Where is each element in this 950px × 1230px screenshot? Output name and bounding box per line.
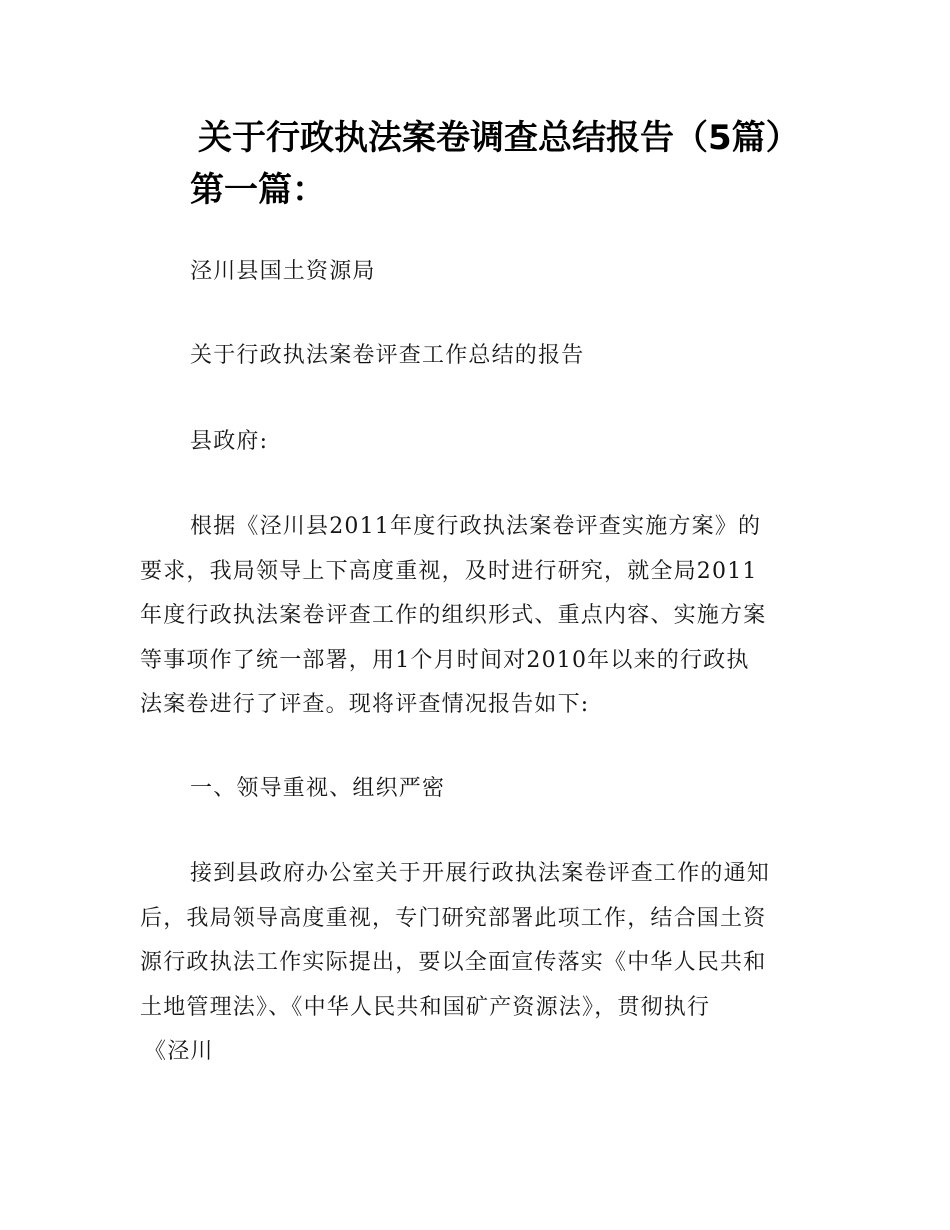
- paragraph-line: 等事项作了统一部署，用1个月时间对2010年以来的行政执: [140, 647, 750, 673]
- body-paragraph-1: [140, 505, 812, 728]
- org-name: [140, 250, 812, 295]
- paragraph-line: 源行政执法工作实际提出，要以全面宣传落实《中华人民共和: [140, 950, 767, 975]
- paragraph-line: 土地管理法》、《中华人民共和国矿产资源法》，贯彻执行: [140, 994, 711, 1020]
- report-subject-text: 关于行政执法案卷评查工作总结的报告: [190, 343, 585, 368]
- org-name-text: 泾川县国土资源局: [190, 259, 376, 284]
- title-line-2: 第一篇：: [190, 170, 326, 210]
- section-heading-text: 一、领导重视、组织严密: [190, 776, 446, 801]
- body-paragraph-2: [140, 852, 812, 1075]
- paragraph-line: 《泾川: [144, 1039, 214, 1064]
- report-subject: [140, 334, 812, 379]
- section-heading-1: [140, 767, 812, 812]
- paragraph-line: 后，我局领导高度重视，专门研究部署此项工作，结合国土资: [140, 905, 767, 931]
- paragraph-line: 根据《泾川县2011年度行政执法案卷评查实施方案》的: [190, 514, 762, 539]
- addressee: [140, 420, 812, 465]
- document-title: [190, 112, 830, 216]
- addressee-text: 县政府:: [190, 429, 269, 454]
- paragraph-line: 接到县政府办公室关于开展行政执法案卷评查工作的通知: [190, 861, 771, 886]
- title-line-1: 关于行政执法案卷调查总结报告（5篇）: [198, 118, 800, 158]
- paragraph-line: 要求，我局领导上下高度重视，及时进行研究，就全局2011: [140, 558, 758, 584]
- paragraph-line: 法案卷进行了评查。现将评查情况报告如下:: [140, 692, 590, 717]
- paragraph-line: 年度行政执法案卷评查工作的组织形式、重点内容、实施方案: [140, 603, 767, 628]
